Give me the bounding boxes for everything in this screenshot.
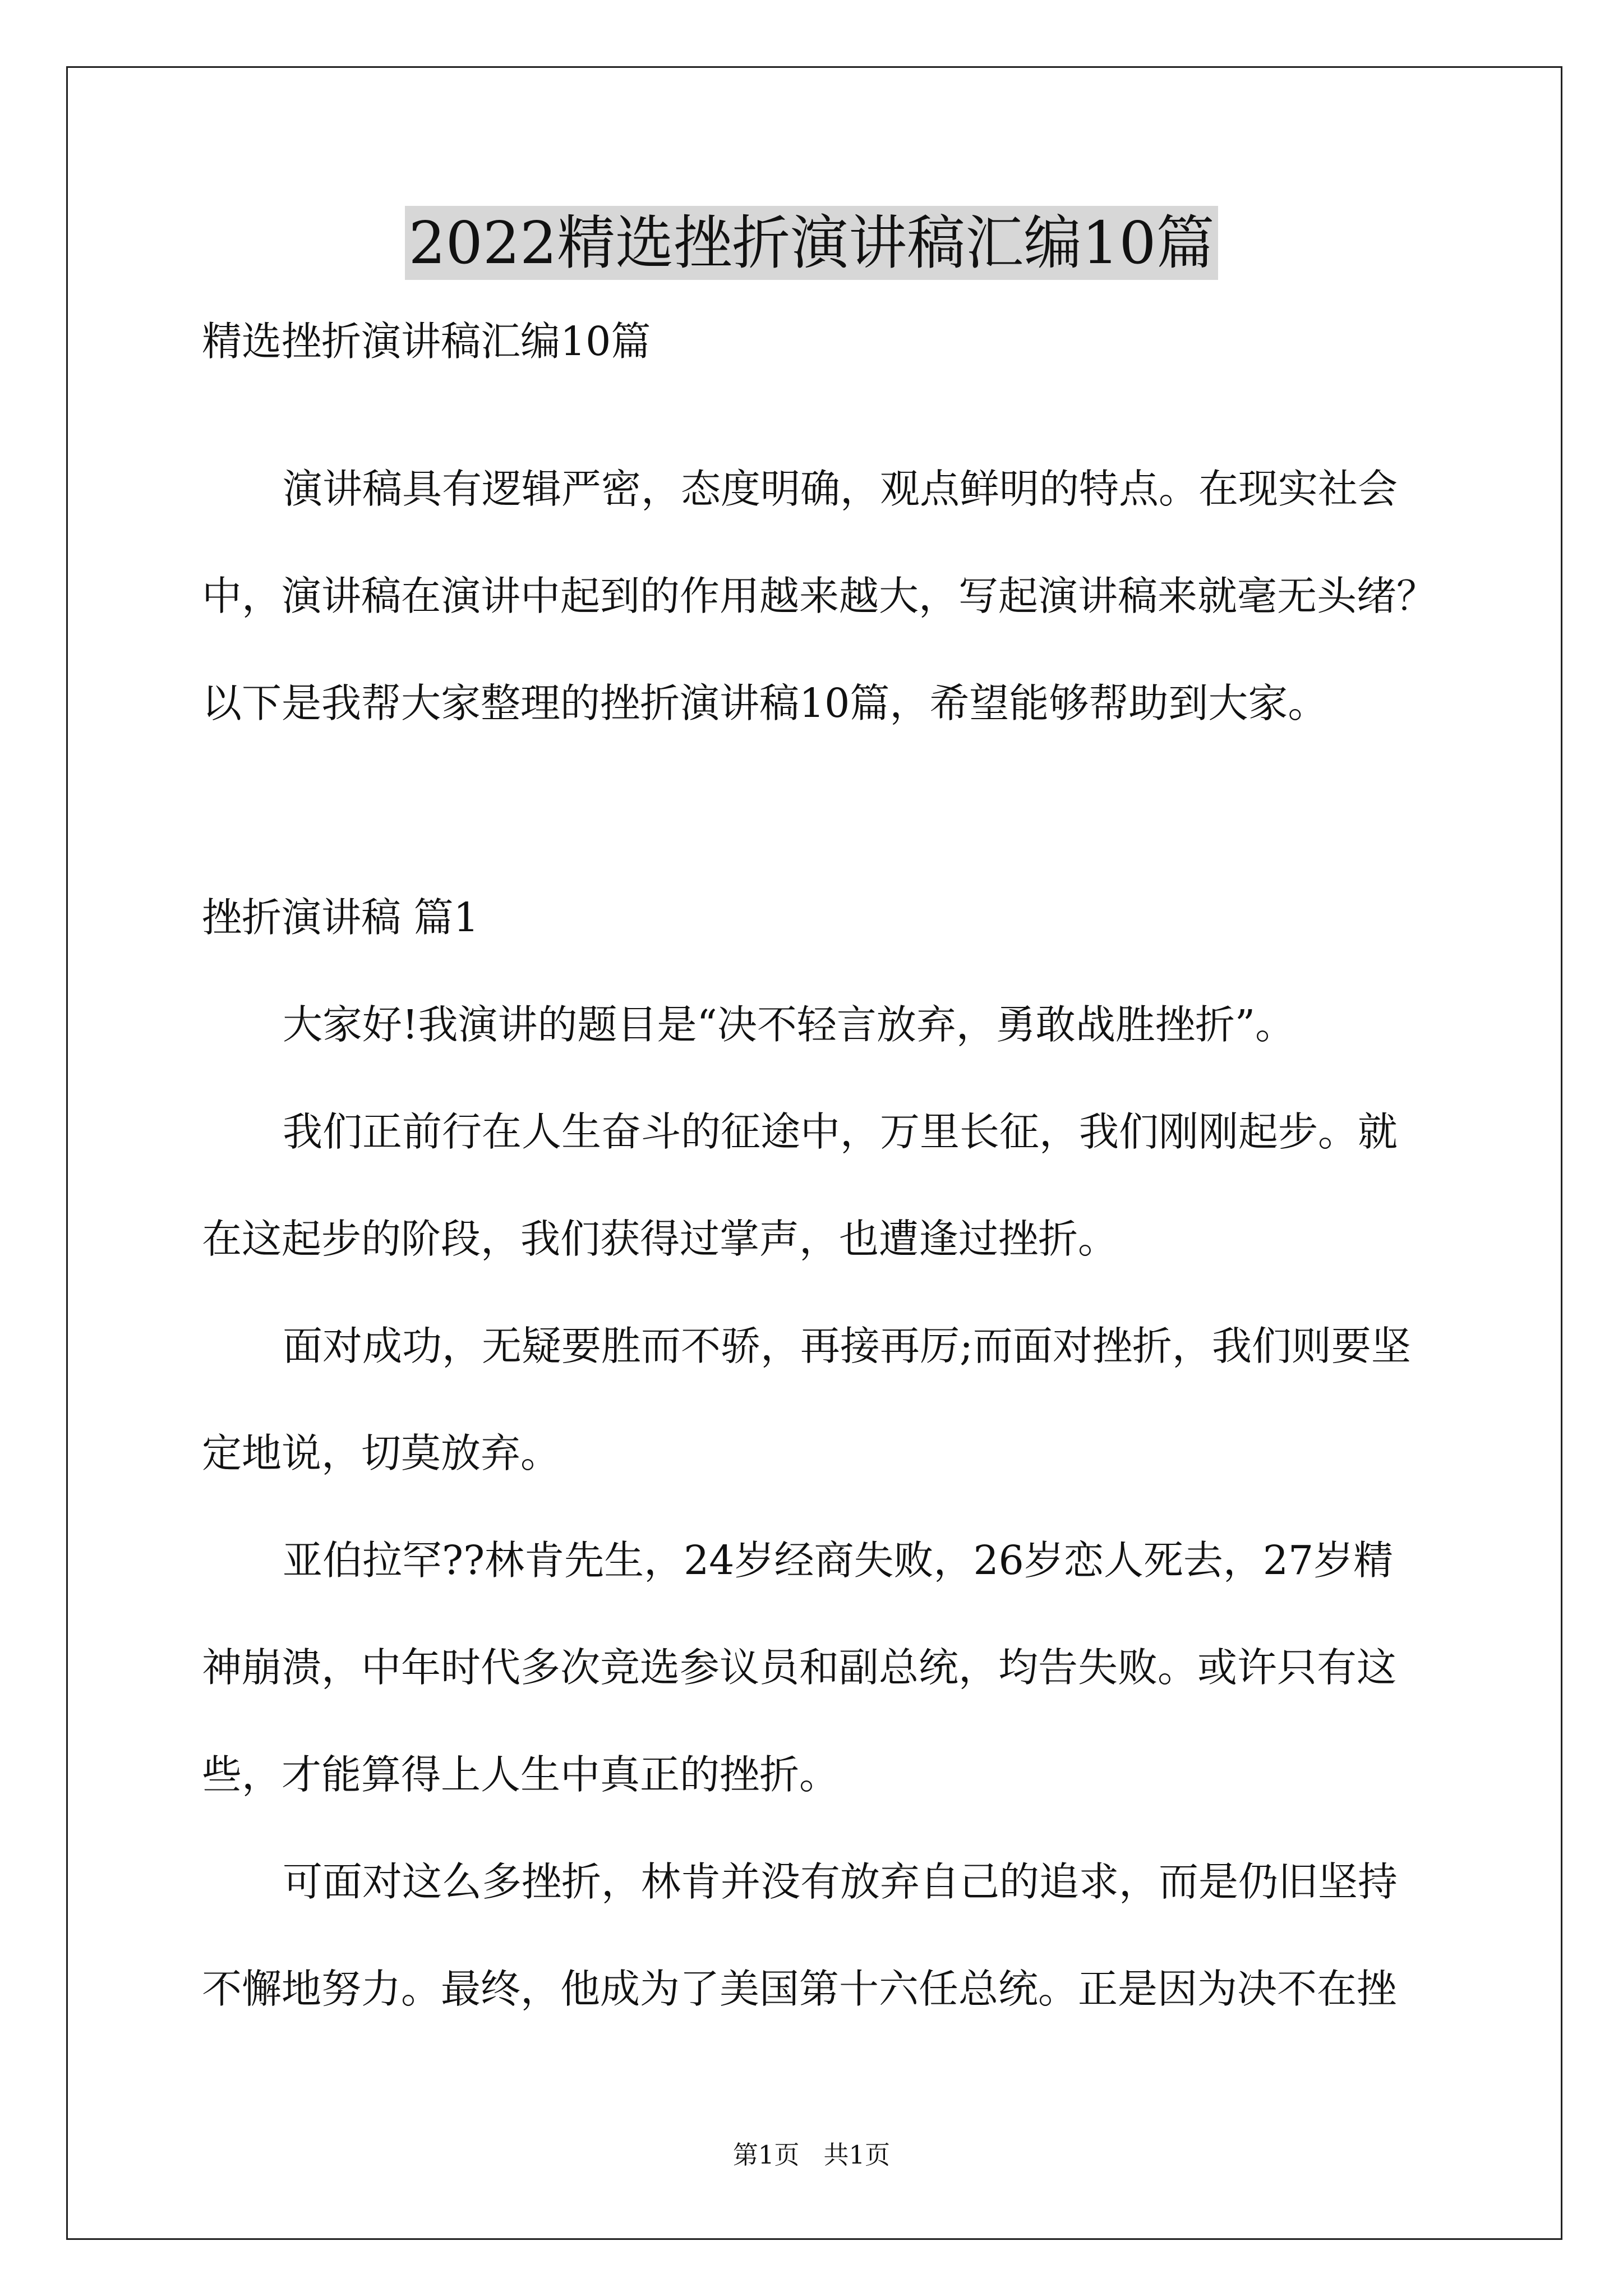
intro-line: 以下是我帮大家整理的挫折演讲稿10篇，希望能够帮助到大家。 [202,680,1328,726]
body-line: 亚伯拉罕??林肯先生，24岁经商失败，26岁恋人死去，27岁精 [283,1537,1394,1584]
document-body [202,435,1492,2042]
page-footer: 第1页 共1页 [732,2140,891,2170]
intro-line: 中，演讲稿在演讲中起到的作用越来越大，写起演讲稿来就毫无头绪？ [202,573,1437,619]
intro-line: 演讲稿具有逻辑严密，态度明确，观点鲜明的特点。在现实社会 [283,466,1398,512]
body-line: 在这起步的阶段，我们获得过掌声，也遭逢过挫折。 [202,1216,1118,1262]
body-line: 可面对这么多挫折，林肯并没有放弃自己的追求，而是仍旧坚持 [283,1858,1398,1905]
body-line: 不懈地努力。最终，他成为了美国第十六任总统。正是因为决不在挫 [202,1966,1397,2012]
title-container [0,206,1623,280]
document-subtitle: 精选挫折演讲稿汇编10篇 [202,318,651,365]
paragraph-spacer [202,757,1492,864]
section-heading: 挫折演讲稿 篇1 [202,894,479,941]
body-line: 大家好!我演讲的题目是“决不轻言放弃，勇敢战胜挫折”。 [283,1001,1295,1048]
body-line: 定地说，切莫放弃。 [202,1430,561,1476]
body-line: 面对成功，无疑要胜而不骄，再接再厉;而面对挫折，我们则要坚 [283,1323,1411,1369]
body-line: 神崩溃，中年时代多次竞选参议员和副总统，均告失败。或许只有这 [202,1644,1397,1691]
body-line: 我们正前行在人生奋斗的征途中，万里长征，我们刚刚起步。就 [283,1108,1398,1155]
body-line: 些，才能算得上人生中真正的挫折。 [202,1751,840,1798]
document-title: 2022精选挫折演讲稿汇编10篇 [405,206,1218,280]
